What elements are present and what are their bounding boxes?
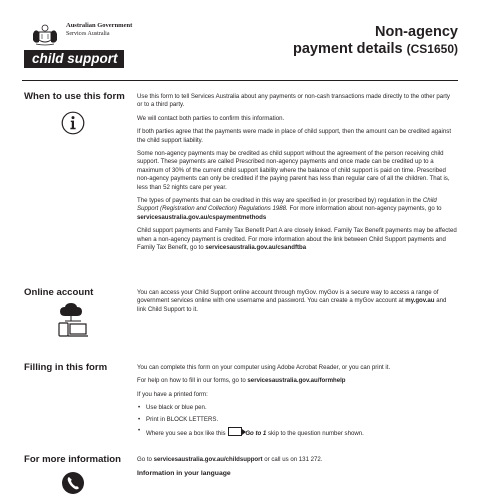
paragraph <box>137 227 457 252</box>
paragraph <box>137 377 457 385</box>
text: The types of payments that can be credited in this way are specified in (or prescribed by) regulation in the <box>137 197 423 205</box>
text: For help on how to fill in our forms, go to <box>137 377 248 385</box>
section-heading-more: For more information <box>24 454 122 465</box>
link-cs-and-ftb[interactable]: servicesaustralia.gov.au/csandftba <box>205 244 307 252</box>
link-mygov[interactable]: my.gov.au <box>405 297 435 305</box>
link-payment-methods[interactable]: servicesaustralia.gov.au/cspaymentmethods <box>137 213 267 221</box>
arrow-box-icon <box>228 427 242 436</box>
paragraph: Use this form to tell Services Australia about any payments or non-cash transactions made directly to the other party or to a third party. <box>137 93 450 109</box>
text: skip to the question number shown. <box>266 430 364 438</box>
section-heading-filling: Filling in this form <box>24 362 108 373</box>
phone-icon <box>61 471 85 495</box>
list-item: • Print in BLOCK LETTERS. <box>137 416 457 424</box>
title-text: payment details <box>293 41 403 57</box>
paragraph: You can complete this form on your computer using Adobe Acrobat Reader, or you can print it. <box>137 364 391 371</box>
section-online-body <box>137 289 457 319</box>
text: and link Child Support to it. <box>137 297 447 313</box>
regulation-title: Child Support (Registration and Collection) Regulations 1988. <box>137 197 437 213</box>
section-heading-online: Online account <box>24 287 94 298</box>
link-child-support[interactable]: servicesaustralia.gov.au/childsupport <box>153 456 263 463</box>
paragraph: If both parties agree that the payments were made in place of child support, then the amount can be credited against the child support liability. <box>137 128 452 144</box>
form-header <box>0 0 480 82</box>
brand-logo: child support <box>24 50 124 68</box>
link-form-help[interactable]: servicesaustralia.gov.au/formhelp <box>247 377 346 385</box>
paragraph <box>137 289 457 314</box>
section-when-body <box>137 93 457 258</box>
header-divider <box>22 80 458 81</box>
title-line-2 <box>293 41 458 58</box>
agency-name: Services Australia <box>66 31 110 37</box>
goto-example: Go to 1 <box>245 430 267 438</box>
form-code: (CS1650) <box>406 42 458 56</box>
page-title <box>293 24 458 58</box>
list-item: • Use black or blue pen. <box>137 404 457 412</box>
paragraph: We will contact both parties to confirm this information. <box>137 114 285 122</box>
cloud-devices-icon <box>57 303 89 337</box>
government-name: Australian Government <box>66 22 133 29</box>
paragraph: If you have a printed form: <box>137 390 208 398</box>
coat-of-arms-icon <box>30 22 60 46</box>
instruction-list <box>137 404 457 438</box>
text: or call us on 131 272. <box>262 456 323 463</box>
title-line-1: Non-agency <box>375 24 458 40</box>
paragraph <box>137 456 457 464</box>
text: Child support payments and Family Tax Benefit Part A are closely linked. Family Tax Benefit payments may be affected when a non-agency payment is credited. For more information about the link between Child Support payments and Family Tax Benefit, go to <box>137 227 457 252</box>
sub-heading-language: Information in your language <box>137 470 231 478</box>
paragraph <box>137 197 457 222</box>
paragraph: Some non-agency payments may be credited as child support without the agreement of the person receiving child support. These payments are called Prescribed non-agency payments and once made can be credited up to a maximum of 30% of the current child support liability where the balance of child support is paid on time. Prescribed non-agency payments can only be credited if the paying parent has less than regular care of all the children. That is, less than 52 nights care per year. <box>137 150 450 191</box>
text: For more information about non-agency payments, go to <box>287 205 442 213</box>
text: Go to <box>137 456 154 463</box>
list-item <box>137 427 457 438</box>
section-heading-when: When to use this form <box>24 91 125 102</box>
section-filling-body <box>137 364 457 441</box>
text: Where you see a box like this <box>146 430 226 438</box>
text: You can access your Child Support online account through myGov. myGov is a secure way to access a range of government services online with one username and password. You can create a myGov account at <box>137 289 439 305</box>
info-icon <box>61 111 85 135</box>
